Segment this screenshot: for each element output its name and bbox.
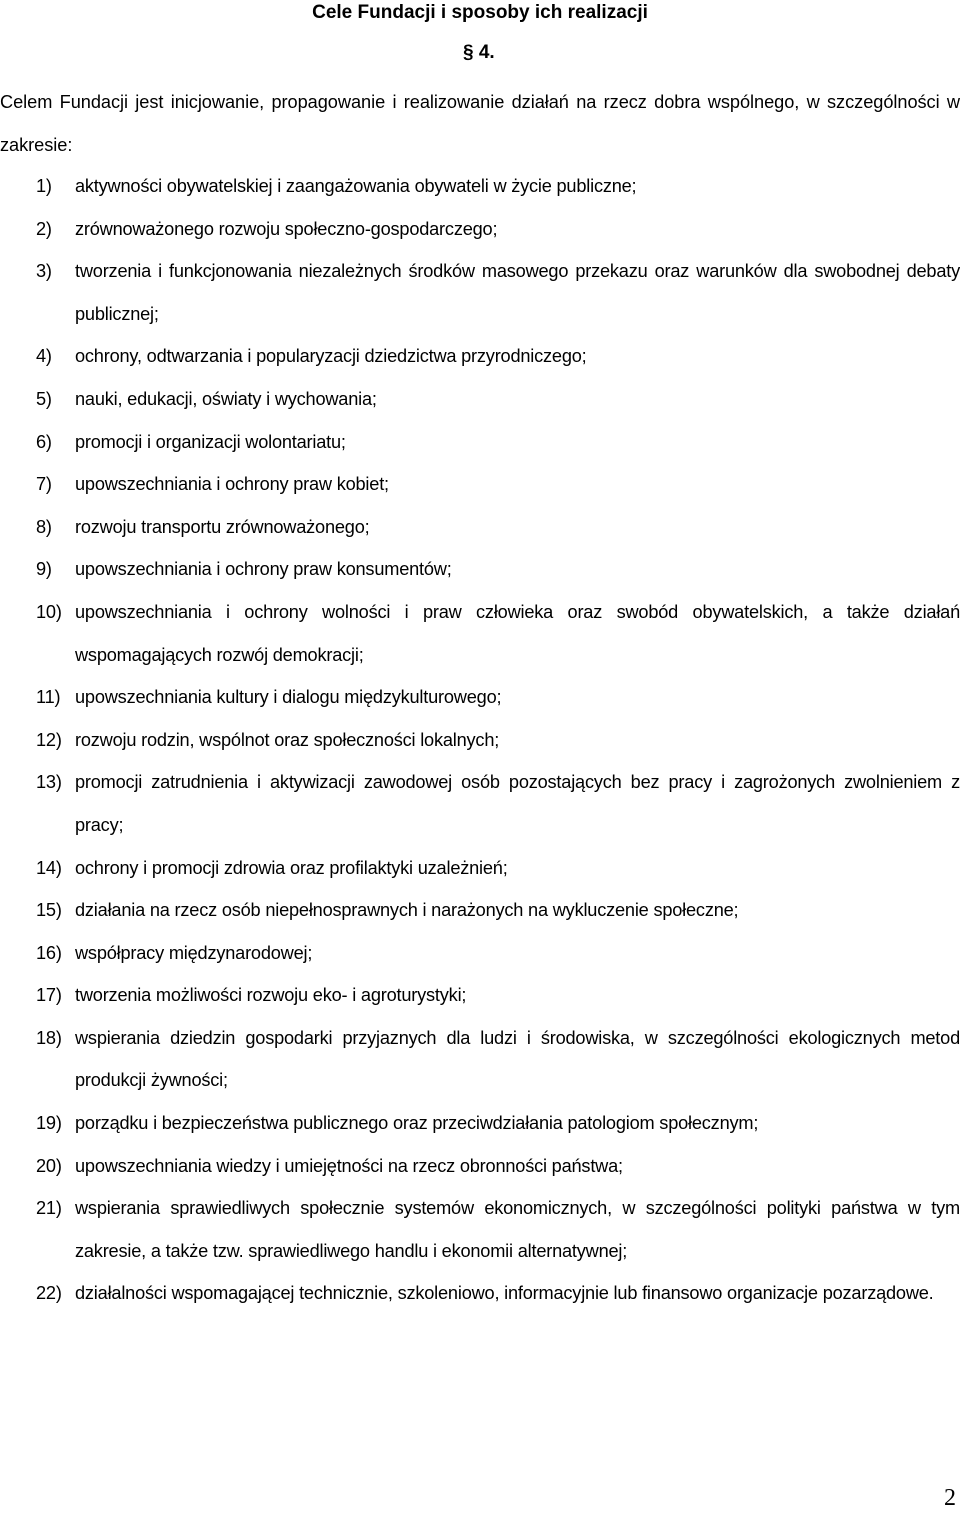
list-item	[0, 335, 960, 378]
list-item	[0, 847, 960, 890]
list-item-text: aktywności obywatelskiej i zaangażowania obywateli w życie publiczne;	[75, 176, 637, 196]
list-item-number: 2)	[36, 218, 52, 239]
list-item-number: 7)	[36, 474, 52, 495]
intro-paragraph: Celem Fundacji jest inicjowanie, propagowanie i realizowanie działań na rzecz dobra wspólnego, w szczególności w zakresie:	[0, 92, 960, 155]
list-item-number: 5)	[36, 388, 52, 409]
list-item	[0, 378, 960, 421]
list-item-number: 8)	[36, 516, 52, 537]
list-item	[0, 1102, 960, 1145]
list-item	[0, 719, 960, 762]
list-item-number: 11)	[36, 687, 61, 708]
list-item-number: 16)	[36, 942, 62, 963]
list-item-text: działalności wspomagającej technicznie, szkoleniowo, informacyjnie lub finansowo organizacje pozarządowe.	[75, 1283, 934, 1304]
list-item	[0, 250, 960, 335]
list-item	[0, 208, 960, 251]
list-item-text: upowszechniania i ochrony wolności i praw człowieka oraz swobód obywatelskich, a także działań wspomagających rozwój demokracji;	[75, 601, 960, 665]
list-item	[0, 548, 960, 591]
list-item-text: tworzenia możliwości rozwoju eko- i agroturystyki;	[75, 985, 467, 1006]
list-item-text: rozwoju transportu zrównoważonego;	[75, 516, 370, 537]
list-item-number: 3)	[36, 261, 52, 282]
goals-list	[0, 165, 960, 1315]
list-item-number: 6)	[36, 431, 52, 452]
list-item-text: zrównoważonego rozwoju społeczno-gospodarczego;	[75, 218, 498, 239]
list-item	[0, 591, 960, 676]
list-item	[0, 974, 960, 1017]
list-item	[0, 506, 960, 549]
list-item	[0, 1145, 960, 1188]
list-item-number: 14)	[36, 857, 62, 878]
list-item-text: współpracy międzynarodowej;	[75, 942, 313, 963]
list-item-number: 17)	[36, 985, 62, 1006]
list-item	[0, 165, 960, 208]
page-number: 2	[944, 1485, 956, 1511]
list-item-number: 20)	[36, 1155, 62, 1176]
list-item-text: wspierania dziedzin gospodarki przyjaznych dla ludzi i środowiska, w szczególności ekologicznych metod produkcji żywności;	[75, 1027, 960, 1091]
list-item-number: 12)	[36, 729, 62, 750]
list-item-text: upowszechniania wiedzy i umiejętności na rzecz obronności państwa;	[75, 1155, 623, 1176]
list-item-number: 1)	[36, 176, 52, 196]
list-item-text: nauki, edukacji, oświaty i wychowania;	[75, 388, 377, 409]
list-item-text: upowszechniania i ochrony praw konsumentów;	[75, 559, 452, 580]
list-item	[0, 1272, 960, 1315]
list-item-text: promocji zatrudnienia i aktywizacji zawodowej osób pozostających bez pracy i zagrożonych zwolnieniem z pracy;	[75, 772, 960, 835]
list-item-number: 4)	[36, 346, 52, 367]
list-item-number: 10)	[36, 601, 62, 622]
list-item-number: 18)	[36, 1027, 62, 1048]
list-item-number: 19)	[36, 1113, 62, 1134]
list-item-text: upowszechniania kultury i dialogu międzykulturowego;	[75, 687, 502, 708]
list-item-number: 13)	[36, 772, 62, 793]
list-item	[0, 761, 960, 846]
list-item	[0, 1187, 960, 1272]
list-item	[0, 932, 960, 975]
list-item-text: promocji i organizacji wolontariatu;	[75, 431, 346, 452]
list-item-text: ochrony i promocji zdrowia oraz profilaktyki uzależnień;	[75, 857, 508, 878]
document-title: Cele Fundacji i sposoby ich realizacji	[312, 2, 648, 23]
section-number: § 4.	[463, 42, 495, 63]
list-item-number: 15)	[36, 900, 62, 921]
list-item-text: wspierania sprawiedliwych społecznie systemów ekonomicznych, w szczególności polityki państwa w tym zakresie, a także tzw. sprawiedliwego handlu i ekonomii alternatywnej;	[75, 1198, 960, 1261]
list-item	[0, 463, 960, 506]
list-item-text: rozwoju rodzin, wspólnot oraz społeczności lokalnych;	[75, 729, 500, 750]
list-item-text: upowszechniania i ochrony praw kobiet;	[75, 474, 389, 495]
list-item-text: tworzenia i funkcjonowania niezależnych środków masowego przekazu oraz warunków dla swobodnej debaty publicznej;	[75, 261, 960, 324]
list-item-text: porządku i bezpieczeństwa publicznego oraz przeciwdziałania patologiom społecznym;	[75, 1113, 759, 1134]
list-item-number: 21)	[36, 1198, 62, 1219]
list-item-number: 9)	[36, 559, 52, 580]
list-item-number: 22)	[36, 1283, 62, 1304]
list-item	[0, 421, 960, 464]
list-item	[0, 1017, 960, 1102]
list-item-text: ochrony, odtwarzania i popularyzacji dziedzictwa przyrodniczego;	[75, 346, 587, 367]
list-item	[0, 889, 960, 932]
list-item	[0, 676, 960, 719]
list-item-text: działania na rzecz osób niepełnosprawnych i narażonych na wykluczenie społeczne;	[75, 900, 739, 921]
